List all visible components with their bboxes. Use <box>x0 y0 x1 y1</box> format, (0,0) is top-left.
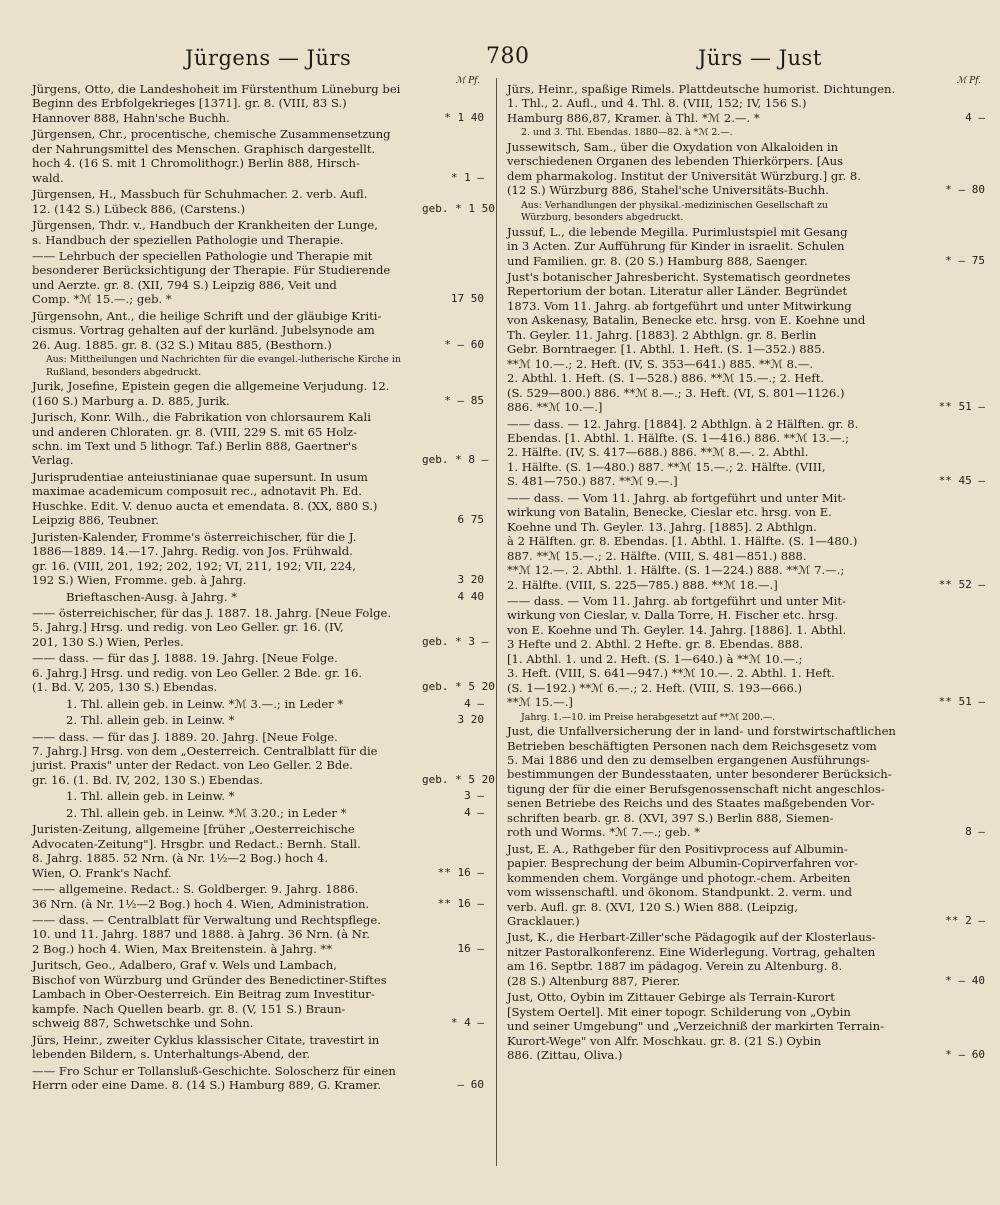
entry-text: Brieftaschen-Ausg. à Jahrg. * <box>66 589 237 604</box>
entry-text: 1. Thl. allein geb. in Leinw. *ℳ 3.—.; in Leder * <box>66 696 344 711</box>
entry-text: —— Fro Schur er Tollansluß-Geschichte. Soloscherz für einen Herrn oder eine Dame. 8. (14 S.) Hamburg 889, G. Kramer. <box>32 1063 396 1092</box>
entry-price: * — 60 <box>945 1048 985 1062</box>
catalog-entry <box>32 789 484 803</box>
entry-price: ** 51 — <box>938 695 985 709</box>
entry-text: Jurik, Josefine, Epistein gegen die allgemeine Verjudung. 12. (160 S.) Marburg a. D. 885, Jurik. <box>32 379 390 408</box>
entry-text: —— dass. — 12. Jahrg. [1884]. 2 Abthlgn. à 2 Hälften. gr. 8. Ebendas. [1. Abthl. 1. Hälfte. (S. 1—416.) 886. **ℳ 13.—.; 2. Hälfte. (IV, S. 417—688.) 886. **ℳ 8.—. 2. Abthl. 1. Hälfte. (S. 1—480.) 887. **ℳ 15.—.; 2. Hälfte. (VIII, S. 481—750.) 887. **ℳ 9.—.] <box>507 416 859 489</box>
entry-text: Jürgensen, Thdr. v., Handbuch der Krankheiten der Lunge, s. Handbuch der speziellen Pathologie und Therapie. <box>32 218 378 247</box>
catalog-entry <box>32 958 484 1030</box>
entry-text: Jürgensen, Chr., procentische, chemische Zusammensetzung der Nahrungsmittel des Menschen. Graphisch dargestellt. hoch 4. (16 S. mit 1 Chromolithogr.) Berlin 888, Hirsch- wald. <box>32 127 391 185</box>
page-header <box>20 42 990 78</box>
catalog-entry <box>507 140 985 198</box>
entry-text: —— österreichischer, für das J. 1887. 18. Jahrg. [Neue Folge. 5. Jahrg.] Hrsg. und redig. von Leo Geller. gr. 16. (IV, 201, 130 S.) Wien, Perles. <box>32 605 392 649</box>
entry-price: ** 45 — <box>938 474 985 488</box>
catalog-entry <box>507 417 985 489</box>
entry-text: 2. Thl. allein geb. in Leinw. * <box>66 713 235 728</box>
entry-price: * — 85 <box>444 393 484 407</box>
entry-price: 4 — <box>464 805 484 819</box>
entry-text: —— Lehrbuch der speciellen Pathologie und Therapie mit besonderer Berücksichtigung der Therapie. Für Studierende und Aerzte. gr. 8. (XII, 794 S.) Leipzig 886, Veit und Comp. *ℳ 15.—.; geb. * <box>32 248 391 307</box>
entry-price: * — 75 <box>945 253 985 267</box>
entry-price: 4 — <box>965 110 985 124</box>
catalog-entry <box>507 491 985 592</box>
entry-price: ** 52 — <box>938 577 985 591</box>
entry-text: —— dass. — Vom 11. Jahrg. ab fortgeführt und unter Mit- wirkung von Batalin, Benecke, Cieslar etc. hrsg. von E. Koehne und Th. Geyler. 13. Jahrg. [1885]. 2 Abthlgn. à 2 Hälften. gr. 8. Ebendas. [1. Abthl. 1. Hälfte. (S. 1—480.) 887. **ℳ 15.—.; 2. Hälfte. (VIII, S. 481—851.) 888. **ℳ 12.—. 2. Abthl. 1. Hälfte. (S. 1—224.) 888. **ℳ 7.—.; 2. Hälfte. (VIII, S. 225—785.) 888. **ℳ 18.—.] <box>507 490 858 592</box>
entry-note: Jahrg. 1.—10. im Preise herabgesetzt auf **ℳ 200.—. <box>521 711 776 723</box>
entry-text: Just, K., die Herbart-Ziller'sche Pädagogik auf der Klosterlaus- nitzer Pastoralkonferenz. Eine Widerlegung. Vortrag, gehalten am 16. Septbr. 1887 im pädagog. Verein zu Altenburg. 8. (28 S.) Altenburg 887, Pierer. <box>507 930 876 988</box>
entry-text: Juristen-Zeitung, allgemeine [früher „Oesterreichische Advocaten-Zeitung"]. Hrsgbr. und Redact.: Bernh. Stall. 8. Jahrg. 1885. 52 Nrn. (à Nr. 1½—2 Bog.) hoch 4. Wien, O. Frank's Nachf. <box>32 822 361 880</box>
entry-price: geb. * 8 — <box>422 453 489 467</box>
catalog-entry <box>32 590 484 604</box>
catalog-entry <box>32 470 484 528</box>
catalog-entry <box>32 806 484 820</box>
catalog-entry <box>507 842 985 929</box>
entry-price: * — 60 <box>444 337 484 351</box>
unit-label-right: ℳ Pf. <box>956 76 981 86</box>
entry-text: Just's botanischer Jahresbericht. Systematisch geordnetes Repertorium der botan. Literatur aller Länder. Begründet 1873. Vom 11. Jahrg. ab fortgeführt und unter Mitwirkung von Askenasy, Batalin, Benecke etc. hrsg. von E. Koehne und Th. Geyler. 11. Jahrg. [1883]. 2 Abthlgn. gr. 8. Berlin Gebr. Borntraeger. [1. Abthl. 1. Heft. (S. 1—352.) 885. **ℳ 10.—.; 2. Heft. (IV, S. 353—641.) 885. **ℳ 8.—. 2. Abthl. 1. Heft. (S. 1—528.) 886. **ℳ 15.—.; 2. Heft. (S. 529—800.) 886. **ℳ 8.—.; 3. Heft. (VI, S. 801—1126.) 886. **ℳ 10.—.] <box>507 270 866 415</box>
entry-text: —— allgemeine. Redact.: S. Goldberger. 9. Jahrg. 1886. 36 Nrn. (à Nr. 1½—2 Bog.) hoch 4. Wien, Administration. <box>32 882 370 911</box>
entry-price: ** 51 — <box>938 400 985 414</box>
catalog-entry <box>32 913 484 956</box>
entry-note: Aus: Verhandlungen der physikal.-medizinischen Gesellschaft zu Würzburg, besonders abgedruckt. <box>521 199 828 224</box>
entry-price: * — 80 <box>945 183 985 197</box>
left-column <box>32 76 495 1094</box>
entry-note: Aus: Mittheilungen und Nachrichten für die evangel.-lutherische Kirche in Rußland, besonders abgedruckt. <box>46 354 401 378</box>
entry-text: Just, die Unfallversicherung der in land- und forstwirtschaftlichen Betrieben beschäftigten Personen nach dem Reichsgesetz vom 5. Mai 1886 und den zu demselben ergangenen Ausführungs- bestimmungen der Bundesstaaten, unter besonderer Berücksich- tigung der für die einer Berufsgenossenschaft nicht angeschlos- senen Betriebe des Reichs und des Staates maßgebenden Vor- schriften bearb. gr. 8. (XVI, 397 S.) Berlin 888, Siemen- roth und Worms. *ℳ 7.—.; geb. * <box>507 724 896 840</box>
right-column <box>507 76 985 1065</box>
entry-text: —— dass. — für das J. 1888. 19. Jahrg. [Neue Folge. 6. Jahrg.] Hrsg. und redig. von Leo Geller. 2 Bde. gr. 16. (1. Bd. V, 205, 130 S.) Ebendas. <box>32 651 363 695</box>
entry-text: Just, Otto, Oybin im Zittauer Gebirge als Terrain-Kurort [System Oertel]. Mit einer topogr. Schilderung von „Oybin und seiner Umgebung" und „Verzeichniß der markirten Terrain- Kurort-Wege" von Alfr. Moschkau. gr. 8. (21 S.) Oybin 886. (Zittau, Oliva.) <box>507 990 885 1063</box>
entry-note: 2. und 3. Thl. Ebendas. 1880—82. à *ℳ 2.—. <box>521 127 733 139</box>
catalog-entry <box>32 187 495 216</box>
entry-text: Jussewitsch, Sam., über die Oxydation von Alkaloiden in verschiedenen Organen des lebenden Thierkörpers. [Aus dem pharmakolog. Institut der Universität Würzburg.] gr. 8. (12 S.) Würzburg 886, Stahel'sche Universitäts-Buchh. <box>507 139 861 198</box>
catalog-entry <box>32 605 489 649</box>
entry-price: — 60 <box>457 1078 484 1091</box>
catalog-entry <box>507 594 985 710</box>
entry-price: 16 — <box>457 941 484 955</box>
entry-price: 3 20 <box>457 713 484 727</box>
unit-label-left: ℳ Pf. <box>455 76 480 86</box>
entry-price: geb. * 3 — <box>422 634 489 648</box>
catalog-entry <box>32 82 484 125</box>
catalog-entry <box>32 379 484 408</box>
catalog-entry <box>32 882 484 911</box>
catalog-entry <box>32 309 484 352</box>
entry-text: Just, E. A., Rathgeber für den Positivprocess auf Albumin- papier. Besprechung der beim Albumin-Copirverfahren vor- kommenden chem. Vorgänge und photogr.-chem. Arbeiten vom wissenschaftl. und ökonom. Standpunkt. 2. verm. und verb. Aufl. gr. 8. (XVI, 120 S.) Wien 888. (Leipzig, Gracklauer.) <box>507 841 859 929</box>
entry-text: Jurisch, Konr. Wilh., die Fabrikation von chlorsaurem Kali und anderen Chloraten. gr. 8. (VIII, 229 S. mit 65 Holz- schn. im Text und 5 lithogr. Taf.) Berlin 888, Gaertner's Verlag. <box>32 410 371 468</box>
entry-price: geb. * 1 50 <box>422 201 495 215</box>
catalog-entry <box>32 1064 484 1093</box>
page-number: 780 <box>486 44 530 69</box>
catalog-entry <box>32 127 484 185</box>
catalog-entry <box>507 724 985 840</box>
entry-price: 3 20 <box>457 573 484 587</box>
entry-text: Jürs, Heinr., spaßige Rimels. Plattdeutsche humorist. Dichtungen. 1. Thl., 2. Aufl., und 4. Thl. 8. (VIII, 152; IV, 156 S.) Hamburg 886,87, Kramer. à Thl. *ℳ 2.—. * <box>507 82 896 125</box>
running-head-right: Jürs — Just <box>698 46 822 70</box>
entry-text: 1. Thl. allein geb. in Leinw. * <box>66 789 235 804</box>
catalog-entry <box>507 225 985 268</box>
entry-text: —— dass. — Vom 11. Jahrg. ab fortgeführt und unter Mit- wirkung von Cieslar, v. Dalla Torre, H. Fischer etc. hrsg. von E. Koehne und Th. Geyler. 14. Jahrg. [1886]. 1. Abthl. 3 Hefte und 2. Abthl. 2 Hefte. gr. 8. Ebendas. 888. [1. Abthl. 1. und 2. Heft. (S. 1—640.) à **ℳ 10.—.; 3. Heft. (VIII, S. 641—947.) **ℳ 10.—. 2. Abthl. 1. Heft. (S. 1—192.) **ℳ 6.—.; 2. Heft. (VIII, S. 193—666.) **ℳ 15.—.] <box>507 594 847 710</box>
column-divider <box>496 78 497 1166</box>
catalog-entry <box>32 249 484 307</box>
entry-price: 6 75 <box>457 513 484 527</box>
entry-price: 3 — <box>464 789 484 803</box>
entry-text: —— dass. — Centralblatt für Verwaltung und Rechtspflege. 10. und 11. Jahrg. 1887 und 1888. à Jahrg. 36 Nrn. (à Nr. 2 Bog.) hoch 4. Wien, Max Breitenstein. à Jahrg. ** <box>32 913 381 956</box>
catalog-entry <box>32 410 489 468</box>
entry-price: * — 40 <box>945 973 985 987</box>
entry-price: ** 2 — <box>945 914 985 928</box>
catalog-entry <box>32 697 484 711</box>
catalog-entry <box>507 270 985 415</box>
entry-text: Juristen-Kalender, Fromme's österreichischer, für die J. 1886—1889. 14.—17. Jahrg. Redig. von Jos. Frühwald. gr. 16. (VIII, 201, 192; 202, 192; VI, 211, 192; VII, 224, 192 S.) Wien, Fromme. geb. à Jahrg. <box>32 529 357 588</box>
entry-price: * 1 — <box>450 170 484 184</box>
entry-price: * 4 — <box>450 1016 484 1030</box>
catalog-entry <box>32 729 495 788</box>
running-head-left: Jürgens — Jürs <box>185 46 352 70</box>
catalog-entry <box>32 651 495 695</box>
catalog-entry <box>32 822 484 880</box>
catalog-entry <box>507 990 985 1062</box>
entry-text: Jürgens, Otto, die Landeshoheit im Fürstenthum Lüneburg bei Beginn des Erbfolgekrieges [1371]. gr. 8. (VIII, 83 S.) Hannover 888, Hahn'sche Buchh. <box>32 82 401 125</box>
entry-text: Jürgensohn, Ant., die heilige Schrift und der gläubige Kriti- cismus. Vortrag gehalten auf der kurländ. Jubelsynode am 26. Aug. 1885. gr. 8. (32 S.) Mitau 885, (Besthorn.) <box>32 308 382 352</box>
catalog-entry <box>32 218 484 247</box>
entry-text: —— dass. — für das J. 1889. 20. Jahrg. [Neue Folge. 7. Jahrg.] Hrsg. von dem „Oesterreich. Centralblatt für die jurist. Praxis" unter der Redact. von Leo Geller. 2 Bde. gr. 16. (1. Bd. IV, 202, 130 S.) Ebendas. <box>32 729 378 787</box>
catalog-entry <box>32 530 484 588</box>
entry-price: geb. * 5 20 <box>422 772 495 786</box>
entry-price: 17 50 <box>450 292 484 306</box>
catalog-entry <box>32 1033 484 1062</box>
entry-price: geb. * 5 20 <box>422 680 495 694</box>
entry-text: 2. Thl. allein geb. in Leinw. *ℳ 3.20.; in Leder * <box>66 805 347 820</box>
entry-price: ** 16 — <box>437 865 484 879</box>
entry-price: ** 16 — <box>437 896 484 910</box>
entry-text: Jurisprudentiae anteiustinianae quae supersunt. In usum maximae academicum composuit rec., adnotavit Ph. Ed. Huschke. Edit. V. denuo aucta et emendata. 8. (XX, 880 S.) Leipzig 886, Teubner. <box>32 469 378 528</box>
catalog-entry <box>32 713 484 727</box>
entry-text: Jürs, Heinr., zweiter Cyklus klassischer Citate, travestirt in lebenden Bildern, s. Unterhaltungs-Abend, der. <box>32 1032 380 1062</box>
entry-text: Jussuf, L., die lebende Megilla. Purimlustspiel mit Gesang in 3 Acten. Zur Aufführung für Kinder in israelit. Schulen und Familien. gr. 8. (20 S.) Hamburg 888, Saenger. <box>507 224 848 268</box>
entry-price: 4 40 <box>457 589 484 603</box>
entry-price: 4 — <box>464 696 484 710</box>
catalog-entry <box>507 82 985 125</box>
entry-price: * 1 40 <box>444 110 484 124</box>
catalog-entry <box>507 930 985 988</box>
entry-text: Juritsch, Geo., Adalbero, Graf v. Wels und Lambach, Bischof von Würzburg und Gründer des Benedictiner-Stiftes Lambach in Ober-Oesterreich. Ein Beitrag zum Investitur- kampfe. Nach Quellen bearb. gr. 8. (V, 151 S.) Braun- schweig 887, Schwetschke und Sohn. <box>32 958 387 1031</box>
entry-text: Jürgensen, H., Massbuch für Schuhmacher. 2. verb. Aufl. 12. (142 S.) Lübeck 886, (Carstens.) <box>32 187 368 216</box>
entry-price: 8 — <box>965 825 985 839</box>
